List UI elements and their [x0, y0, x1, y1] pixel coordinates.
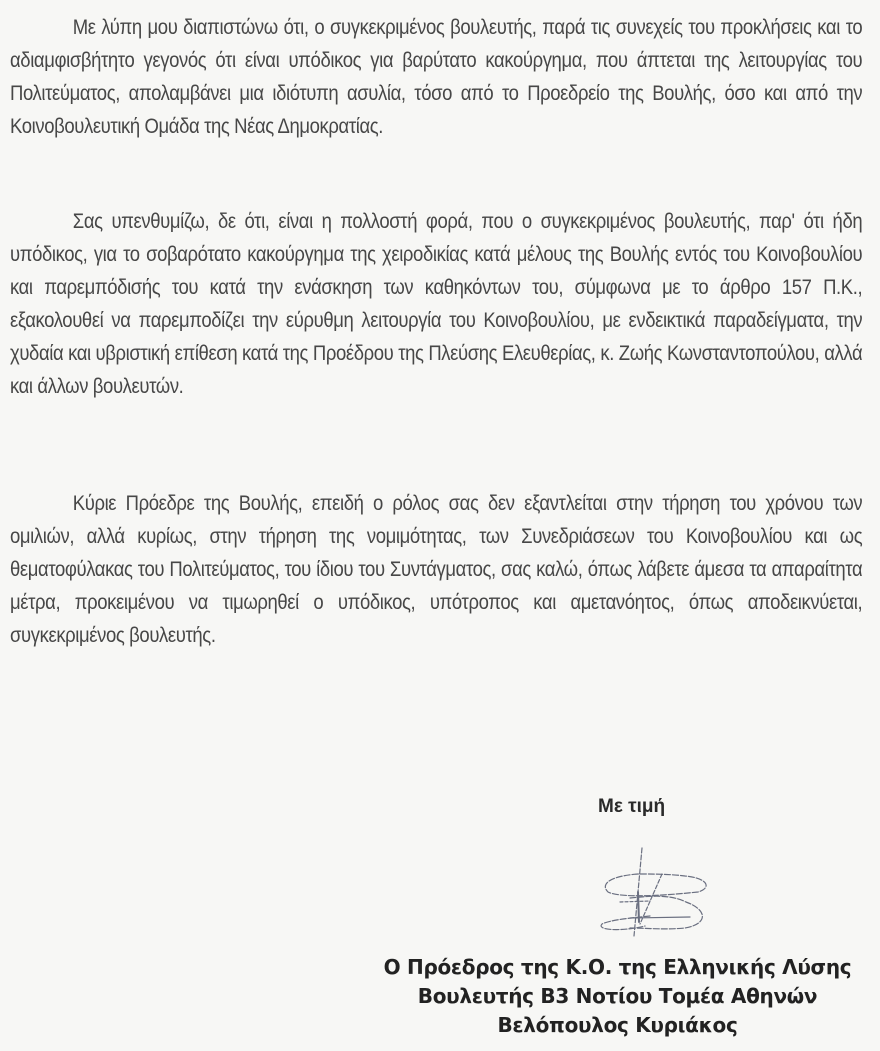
paragraph-text: Με λύπη μου διαπιστώνω ότι, ο συγκεκριμένος βουλευτής, παρά τις συνεχείς του προκλήσεις και το αδιαμφισβήτητο γεγονός ότι είναι υπόδικος για βαρύτατο κακούργημα, που άπτεται της λειτουργίας του Πολιτεύματος, απολαμβάνει μια ιδιότυπη ασυλία, τόσο από το Προεδρείο της Βουλής, όσο και από την Κοινοβουλευτική Ομάδα της Νέας Δημοκρατίας.	[10, 15, 863, 138]
closing-salutation: Με τιμή	[598, 796, 666, 817]
signatory-constituency: Βουλευτής Β3 Νοτίου Τομέα Αθηνών	[417, 984, 818, 1008]
signatory-name: Βελόπουλος Κυριάκος	[497, 1013, 738, 1037]
paragraph-1	[10, 11, 862, 143]
signatory-title: Ο Πρόεδρος της Κ.Ο. της Ελληνικής Λύσης	[383, 955, 852, 979]
paragraph-text: Σας υπενθυμίζω, δε ότι, είναι η πολλοστή φορά, που ο συγκεκριμένος βουλευτής, παρ' ότι ήδη υπόδικος, για το σοβαρότατο κακούργημα της χειροδικίας κατά μέλους της Βουλής εντός του Κοινοβουλίου και παρεμπόδισής του κατά την ενάσκηση των καθηκόντων του, σύμφωνα με το άρθρο 157 Π.Κ., εξακολουθεί να παρεμποδίζει την εύρυθμη λειτουργία του Κοινοβουλίου, με ενδεικτικά παραδείγματα, την χυδαία και υβριστική επίθεση κατά της Προέδρου της Πλεύσης Ελευθερίας, κ. Ζωής Κωνσταντοπούλου, αλλά και άλλων βουλευτών.	[10, 209, 863, 398]
paragraph-2	[10, 205, 862, 403]
paragraph-text: Κύριε Πρόεδρε της Βουλής, επειδή ο ρόλος σας δεν εξαντλείται στην τήρηση του χρόνου των ομιλιών, αλλά κυρίως, στην τήρηση της νομιμότητας, των Συνεδριάσεων του Κοινοβουλίου και ως θεματοφύλακας του Πολιτεύματος, του ίδιου του Συντάγματος, σας καλώ, όπως λάβετε άμεσα τα απαραίτητα μέτρα, προκειμένου να τιμωρηθεί ο υπόδικος, υπότροπος και αμετανόητος, όπως αποδεικνύεται, συγκεκριμένος βουλευτής.	[10, 491, 863, 647]
handwritten-signature-icon	[590, 846, 720, 938]
signatory-block	[360, 953, 875, 1040]
paragraph-3	[10, 487, 862, 652]
